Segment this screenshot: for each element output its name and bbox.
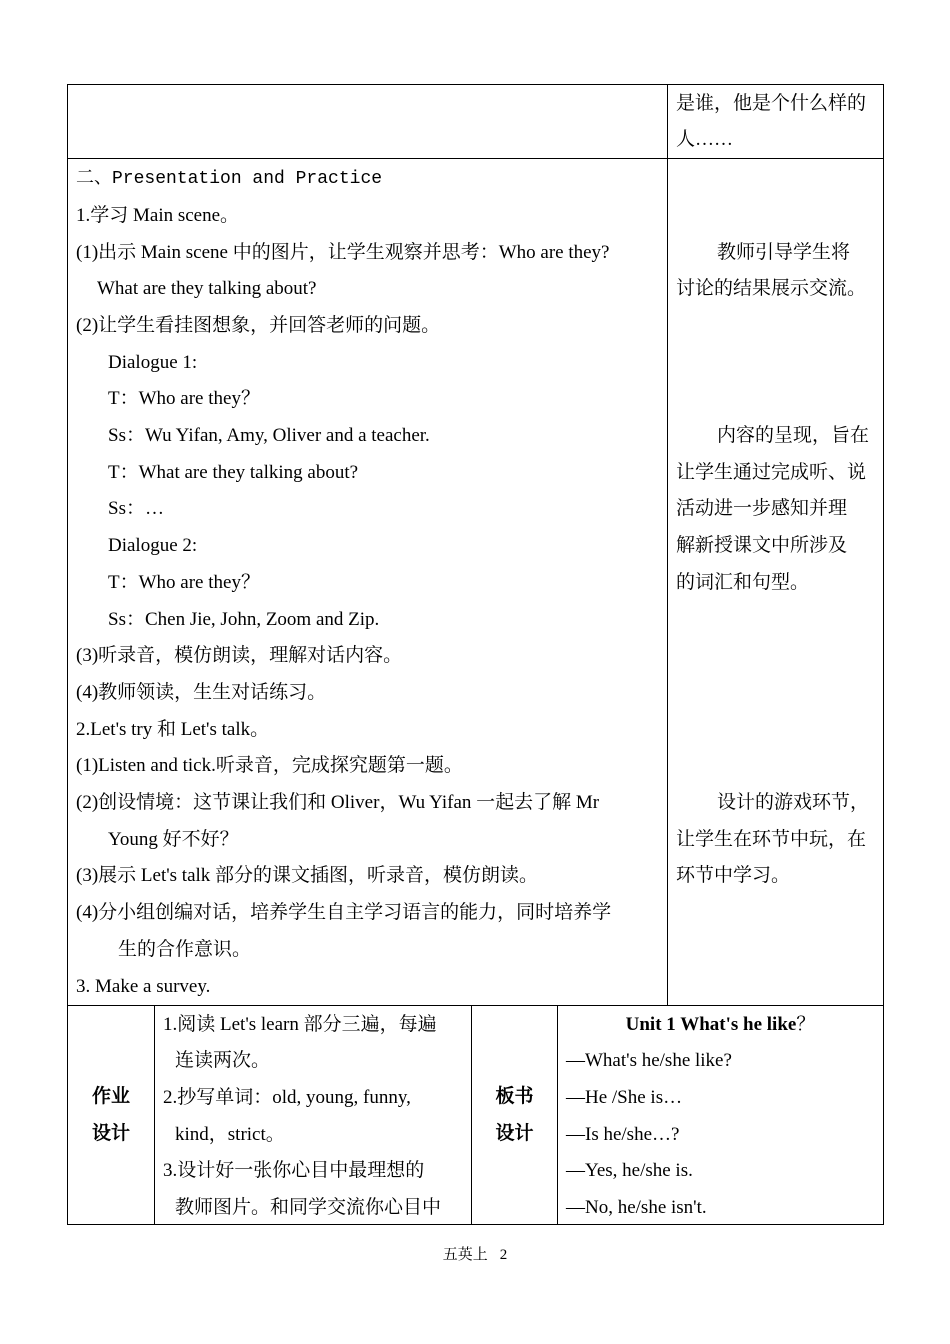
homework-item-line: 连读两次。: [175, 1050, 271, 1071]
homework-item-line: 3.设计好一张你心目中最理想的: [163, 1160, 425, 1181]
board-line: —Is he/she…?: [566, 1124, 680, 1145]
design-note-1-line: 教师引导学生将: [717, 242, 851, 263]
design-note-2-line: 活动进一步感知并理: [676, 498, 848, 519]
procedure-line: 生的合作意识。: [118, 939, 252, 960]
homework-item-line: kind，strict。: [175, 1124, 285, 1145]
dialogue-line: Ss：Wu Yifan, Amy, Oliver and a teacher.: [108, 425, 430, 446]
procedure-line: (4)分小组创编对话，培养学生自主学习语言的能力，同时培养学: [76, 902, 612, 923]
board-line: —He /She is…: [566, 1087, 683, 1108]
procedure-line: (1)出示 Main scene 中的图片，让学生观察并思考：Who are they?: [76, 242, 610, 263]
design-note-2-line: 内容的呈现，旨在: [717, 425, 870, 446]
column-divider-main: [667, 84, 668, 1006]
dialogue-line: T：Who are they？: [108, 388, 260, 409]
procedure-line: (2)创设情境：这节课让我们和 Oliver，Wu Yifan 一起去了解 Mr: [76, 792, 600, 813]
table-border-left: [67, 84, 68, 1225]
page-number: 2: [499, 1247, 508, 1263]
page-footer: [0, 1243, 950, 1267]
board-title: [558, 1007, 883, 1044]
section-heading: 二、Presentation and Practice: [76, 169, 383, 189]
design-note-2-line: 解新授课文中所涉及: [676, 535, 848, 556]
homework-item-line: 2.抄写单词：old, young, funny,: [163, 1087, 411, 1108]
design-note-1-line: 讨论的结果展示交流。: [676, 278, 867, 299]
homework-label-line-1: 作业: [91, 1086, 130, 1107]
design-note-3-line: 环节中学习。: [676, 865, 791, 886]
dialogue-line: T：What are they talking about?: [108, 462, 359, 483]
procedure-line: (1)Listen and tick.听录音，完成探究题第一题。: [76, 755, 463, 776]
board-line: —What's he/she like?: [566, 1050, 732, 1071]
dialogue-heading: Dialogue 1:: [108, 352, 198, 373]
top-note-line-1: 是谁，他是个什么样的: [676, 93, 867, 114]
board-title-text: Unit 1 What's he like: [625, 1014, 797, 1035]
board-title-mark: ？: [796, 1014, 816, 1035]
design-note-2-line: 的词汇和句型。: [676, 572, 810, 593]
footer-label: 五英上: [442, 1247, 488, 1263]
board-label-line-1: 板书: [495, 1086, 534, 1107]
row-divider-1: [67, 158, 884, 159]
homework-label-line-2: 设计: [91, 1123, 130, 1144]
board-label-line-2: 设计: [495, 1123, 534, 1144]
dialogue-line: Ss：Chen Jie, John, Zoom and Zip.: [108, 609, 380, 630]
procedure-line: What are they talking about?: [97, 278, 317, 299]
procedure-line: (4)教师领读，生生对话练习。: [76, 682, 327, 703]
procedure-line: (2)让学生看挂图想象，并回答老师的问题。: [76, 315, 441, 336]
procedure-line: 1.学习 Main scene。: [76, 205, 240, 226]
procedure-line: 2.Let's try 和 Let's talk。: [76, 719, 270, 740]
homework-item-line: 1.阅读 Let's learn 部分三遍，每遍: [163, 1014, 437, 1035]
column-divider-homework-label: [154, 1005, 155, 1225]
top-note-line-2: 人……: [676, 129, 734, 150]
design-note-2-line: 让学生通过完成听、说: [676, 462, 867, 483]
procedure-line: (3)听录音，模仿朗读，理解对话内容。: [76, 645, 403, 666]
design-note-3-line: 设计的游戏环节，: [717, 792, 870, 813]
procedure-line: 3. Make a survey.: [76, 976, 211, 997]
table-border-top: [67, 84, 884, 85]
dialogue-line: Ss：…: [108, 498, 164, 519]
table-border-right: [883, 84, 884, 1225]
dialogue-line: T：Who are they？: [108, 572, 260, 593]
design-note-3-line: 让学生在环节中玩，在: [676, 829, 867, 850]
board-line: —Yes, he/she is.: [566, 1160, 693, 1181]
board-line: —No, he/she isn't.: [566, 1197, 707, 1218]
procedure-line: Young 好不好？: [108, 829, 239, 850]
homework-item-line: 教师图片。和同学交流你心目中: [175, 1197, 442, 1218]
procedure-line: (3)展示 Let's talk 部分的课文插图，听录音，模仿朗读。: [76, 865, 539, 886]
dialogue-heading: Dialogue 2:: [108, 535, 198, 556]
